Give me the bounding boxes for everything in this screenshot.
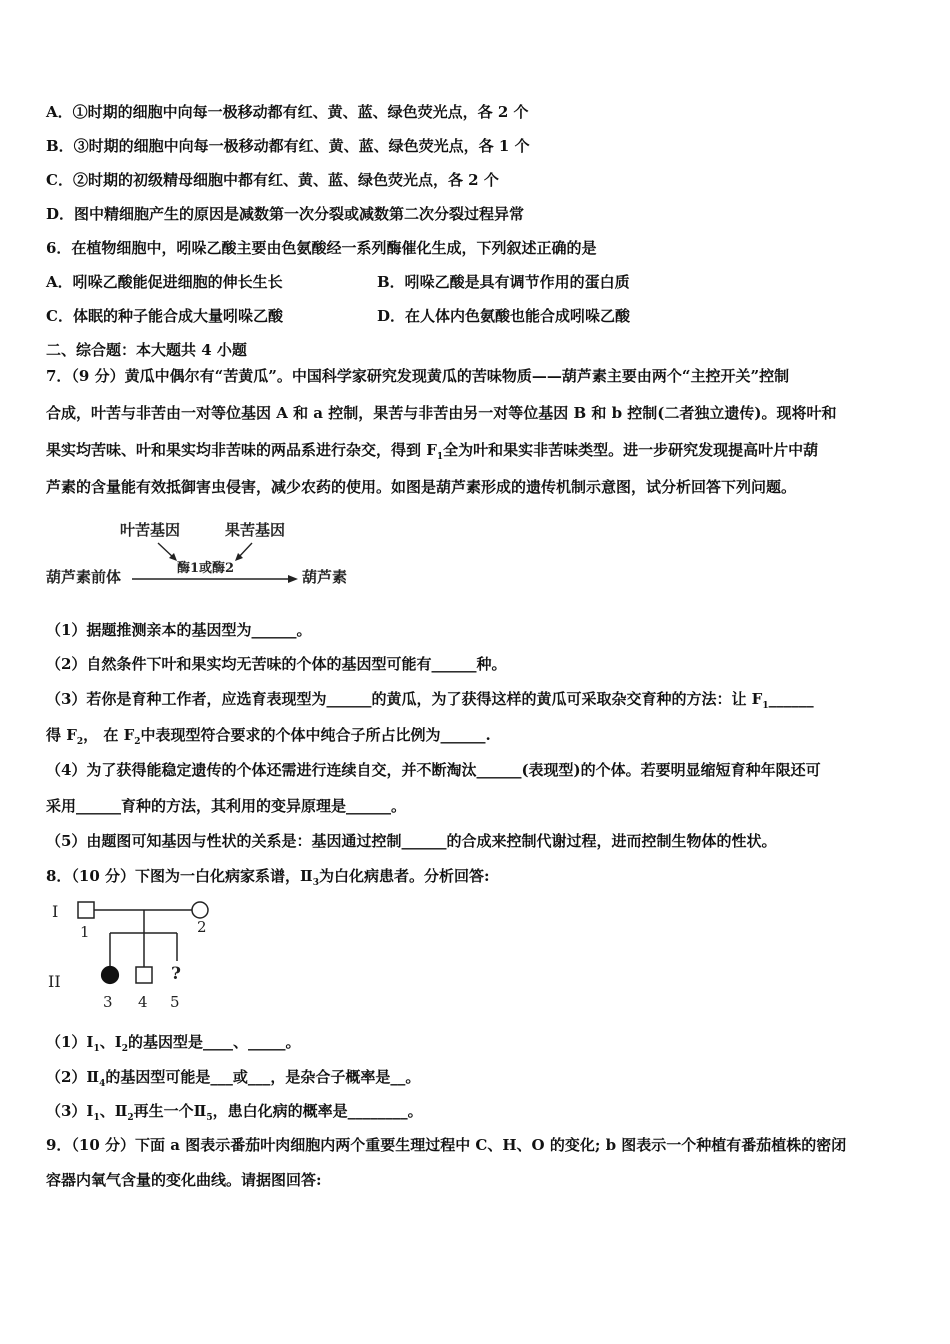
q7-sub1: （1）据题推测亲本的基因型为______。 — [46, 621, 312, 639]
fruit-gene-label: 果苦基因 — [225, 521, 286, 539]
gene-mechanism-diagram — [40, 515, 370, 595]
q7-sub3-line1: （3）若你是育种工作者，应选育表现型为______的黄瓜，为了获得这样的黄瓜可采取杂交育种的方法：让 $F_1\_\_\_\_\_\_$ — [46, 690, 814, 711]
q9-line1: 9．（10 分）下面 a 图表示番茄叶肉细胞内两个重要生理过程中 C、H、O 的变化; b 图表示一个种植有番茄植株的密闭 — [46, 1136, 847, 1154]
unknown-individual-5: ? — [171, 964, 181, 984]
q8-sub2: $(2)Ⅱ_4$的基因型可能是___或___，是杂合子概率是__。 — [46, 1068, 421, 1089]
q7-sub5: （5）由题图可知基因与性状的关系是：基因通过控制______的合成来控制代谢过程，进而控制生物体的性状。 — [46, 832, 777, 850]
individual-1-number: 1 — [80, 923, 90, 941]
q6-option-b: B．吲哚乙酸是具有调节作用的蛋白质 — [377, 273, 630, 291]
generation-i-label: I — [52, 902, 59, 921]
section-title: 二、综合题：本大题共 4 小题 — [46, 341, 247, 359]
generation-ii-label: II — [48, 972, 61, 991]
q7-sub2: （2）自然条件下叶和果实均无苦味的个体的基因型可能有______种。 — [46, 655, 507, 673]
q7-sub4-line2: 采用______育种的方法，其利用的变异原理是______。 — [46, 797, 407, 815]
q6-option-c: C．体眠的种子能合成大量吲哚乙酸 — [46, 307, 283, 325]
q6-row-cd — [46, 306, 906, 326]
q7-sub3-line2: 得 $F_2$， 在 $F_2$中表现型符合要求的个体中纯合子所占比例为______. — [46, 726, 491, 747]
q6-option-a: A．吲哚乙酸能促进细胞的伸长生长 — [46, 273, 283, 291]
female-2-unaffected — [192, 902, 208, 918]
q6-option-d: D．在人体内色氨酸也能合成吲哚乙酸 — [377, 307, 631, 325]
q8-sub3: $(3)Ⅰ_1$、$Ⅱ_2$再生一个$Ⅱ_5$，患白化病的概率是________。 — [46, 1102, 423, 1123]
female-3-affected — [102, 967, 119, 984]
q7-sub4-line1: （4）为了获得能稳定遗传的个体还需进行连续自交，并不断淘汰______(表现型)的个体。若要明显缩短育种年限还可 — [46, 761, 821, 779]
q6-row-ab — [46, 272, 906, 292]
q5-option-a: A．①时期的细胞中向每一极移动都有红、黄、蓝、绿色荧光点，各 2 个 — [46, 103, 529, 121]
male-4-unaffected — [136, 967, 152, 983]
q8-stem: 8．（10 分）下图为一白化病家系谱，$Ⅱ_3$为白化病患者。分析回答: — [46, 867, 490, 888]
q7-line1: 7．（9 分）黄瓜中偶尔有“苦黄瓜”。中国科学家研究发现黄瓜的苦味物质——葫芦素主要由两个“主控开关”控制 — [46, 367, 790, 385]
q7-line2: 合成，叶苦与非苦由一对等位基因 A 和 a 控制，果苦与非苦由另一对等位基因 B 和 b 控制(二者独立遗传)。现将叶和 — [46, 404, 837, 422]
individual-2-number: 2 — [197, 918, 207, 936]
q8-sub1: $(1)Ⅰ_1$、$Ⅰ_2$的基因型是____、_____。 — [46, 1033, 301, 1054]
individual-5-number: 5 — [170, 993, 180, 1011]
q9-line2: 容器内氧气含量的变化曲线。请据图回答: — [46, 1171, 322, 1189]
q7-line4: 芦素的含量能有效抵御害虫侵害，减少农药的使用。如图是葫芦素形成的遗传机制示意图，试分析回答下列问题。 — [46, 478, 797, 496]
q5-option-d: D．图中精细胞产生的原因是减数第一次分裂或减数第二次分裂过程异常 — [46, 205, 525, 223]
individual-3-number: 3 — [103, 993, 113, 1011]
leaf-gene-label: 叶苦基因 — [120, 521, 181, 539]
q5-option-b: B．③时期的细胞中向每一极移动都有红、黄、蓝、绿色荧光点，各 1 个 — [46, 137, 530, 155]
q6-stem: 6．在植物细胞中，吲哚乙酸主要由色氨酸经一系列酶催化生成，下列叙述正确的是 — [46, 239, 597, 257]
precursor-label: 葫芦素前体 — [46, 568, 122, 586]
individual-4-number: 4 — [138, 993, 148, 1011]
q7-line3: 果实均苦味、叶和果实均非苦味的两品系进行杂交，得到 $F_1$全为叶和果实非苦味类型。进一步研究发现提高叶片中葫 — [46, 441, 819, 462]
male-1-unaffected — [78, 902, 94, 918]
product-label: 葫芦素 — [302, 568, 348, 586]
enzyme-label: 酶1或酶2 — [177, 561, 235, 576]
pedigree-chart — [40, 895, 240, 1015]
q5-option-c: C．②时期的初级精母细胞中都有红、黄、蓝、绿色荧光点，各 2 个 — [46, 171, 499, 189]
